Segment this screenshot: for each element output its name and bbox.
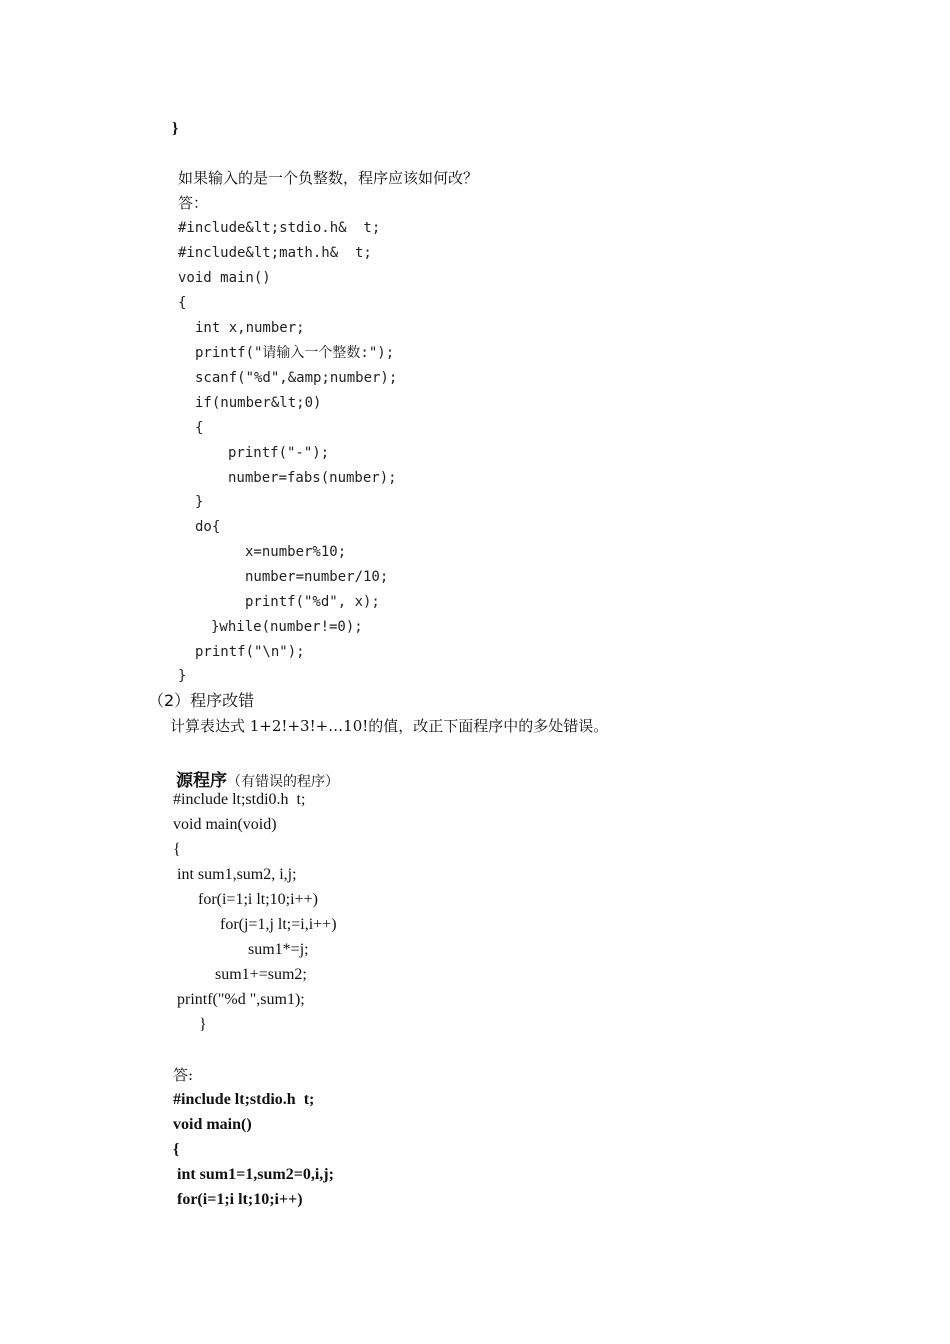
code-line: void main()	[178, 270, 271, 286]
code-line: for(i=1;i lt;10;i++)	[177, 1191, 303, 1208]
code-line: #include&lt;stdio.h& t;	[178, 220, 381, 236]
code-line: void main()	[173, 1116, 252, 1133]
code-line: #include&lt;math.h& t;	[178, 245, 372, 261]
code-line: printf("\n");	[195, 644, 305, 660]
code-line: number=number/10;	[245, 569, 389, 585]
code-line: for(i=1;i lt;10;i++)	[198, 891, 318, 908]
answer2-label: 答:	[173, 1066, 194, 1084]
code-line: void main(void)	[173, 816, 277, 833]
section-heading: （2）程序改错	[148, 691, 255, 710]
code-line: }	[178, 668, 187, 684]
code-line: if(number&lt;0)	[195, 395, 322, 411]
source-note: （有错误的程序）	[227, 774, 339, 790]
question-text: 如果输入的是一个负整数，程序应该如何改？	[178, 169, 479, 187]
answer-label: 答：	[178, 194, 209, 212]
source-title: 源程序	[176, 771, 227, 791]
code-line: x=number%10;	[245, 544, 347, 560]
code-line: number=fabs(number);	[228, 470, 397, 486]
code-line: int sum1,sum2, i,j;	[177, 866, 297, 883]
code-line: #include lt;stdio.h t;	[173, 1091, 315, 1108]
code-line: int sum1=1,sum2=0,i,j;	[177, 1166, 334, 1183]
code-line: {	[173, 841, 181, 858]
source-title-row	[168, 748, 339, 791]
code-line: for(j=1,j lt;=i,i++)	[220, 916, 337, 933]
code-line: {	[173, 1141, 180, 1158]
code-line: {	[178, 295, 187, 311]
code-line: }while(number!=0);	[211, 619, 363, 635]
code-line: printf("-");	[228, 445, 330, 461]
code-line: sum1*=j;	[248, 941, 309, 958]
code-line: #include lt;stdi0.h t;	[173, 791, 306, 808]
code-line: printf("请输入一个整数:");	[195, 345, 395, 361]
section-description: 计算表达式 1+2!+3!+…10!的值，改正下面程序中的多处错误。	[170, 717, 609, 735]
code-line: printf("%d ",sum1);	[177, 991, 305, 1008]
closing-brace: }	[172, 120, 179, 137]
code-line: {	[195, 420, 204, 436]
code-line: printf("%d", x);	[245, 594, 380, 610]
code-line: scanf("%d",&amp;number);	[195, 370, 398, 386]
code-line: }	[195, 494, 204, 510]
code-line: do{	[195, 519, 221, 535]
code-line: sum1+=sum2;	[215, 966, 307, 983]
code-line: int x,number;	[195, 320, 305, 336]
code-line: }	[199, 1016, 207, 1033]
